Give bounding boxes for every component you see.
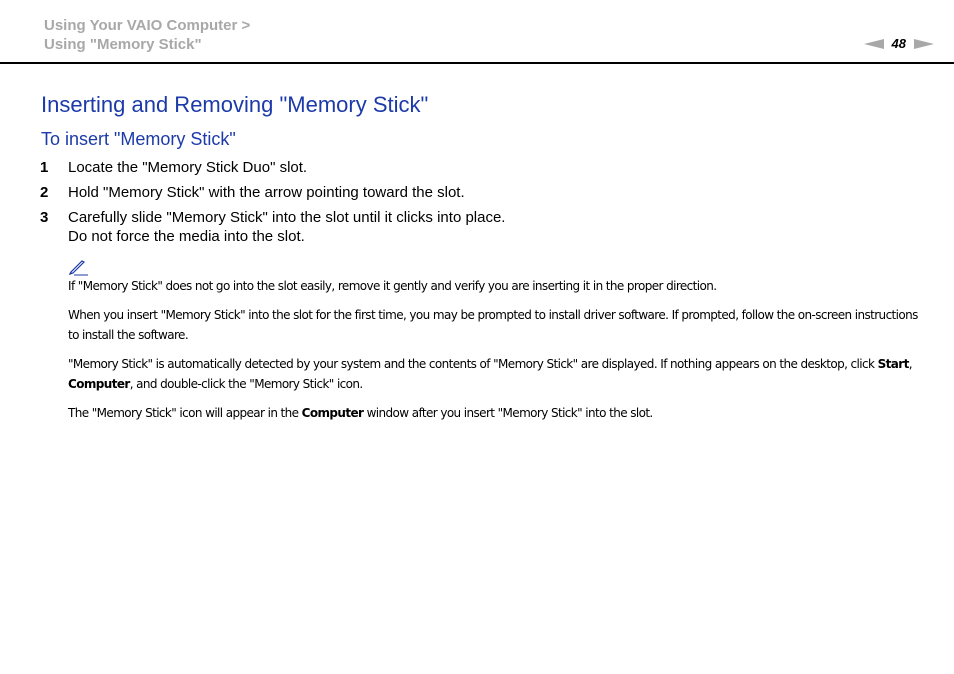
page-number: 48 (891, 36, 906, 51)
steps-list (40, 158, 920, 252)
step-text: Hold "Memory Stick" with the arrow pointing toward the slot. (68, 184, 465, 201)
previous-page-arrow-icon[interactable] (864, 39, 884, 49)
breadcrumb-current-memory-stick[interactable]: Using "Memory Stick" (44, 36, 202, 53)
step-number: 1 (40, 159, 49, 176)
step-text-line: Do not force the media into the slot. (68, 228, 305, 245)
next-page-arrow-icon[interactable] (914, 39, 934, 49)
section-subtitle: To insert "Memory Stick" (41, 129, 236, 149)
step-number: 2 (40, 184, 49, 201)
breadcrumb-link-using-your-vaio[interactable]: Using Your VAIO Computer > (44, 17, 251, 34)
computer-window-label: Computer (301, 406, 364, 420)
page-header (0, 0, 954, 64)
step-text-line: Carefully slide "Memory Stick" into the slot until it clicks into place. (68, 209, 506, 226)
page-title: Inserting and Removing "Memory Stick" (41, 92, 429, 117)
note-paragraph: If "Memory Stick" does not go into the slot easily, remove it gently and verify you are inserting it in the proper direction. (68, 279, 717, 293)
list-item (40, 208, 920, 246)
page-navigation (864, 36, 934, 51)
computer-label: Computer (68, 377, 130, 391)
note-paragraph: When you insert "Memory Stick" into the slot for the first time, you may be prompted to install driver software. If prompted, follow the on-screen instructions to install the software. (68, 308, 918, 342)
step-text: Locate the "Memory Stick Duo" slot. (68, 159, 308, 176)
breadcrumb (44, 16, 250, 54)
note-block (68, 260, 928, 432)
list-item (40, 158, 920, 177)
pencil-note-icon (68, 260, 90, 276)
note-paragraph: The "Memory Stick" icon will appear in the Computer window after you insert "Memory Stick" into the slot. (68, 406, 653, 420)
note-paragraph: "Memory Stick" is automatically detected by your system and the contents of "Memory Stick" are displayed. If nothing appears on the desktop, click Start, Computer, and double-click the "Memory Stick" icon. (68, 357, 912, 391)
list-item (40, 183, 920, 202)
step-number: 3 (40, 209, 49, 226)
header-divider (0, 62, 954, 64)
start-menu-label: Start (877, 357, 909, 371)
step-text (68, 208, 920, 246)
